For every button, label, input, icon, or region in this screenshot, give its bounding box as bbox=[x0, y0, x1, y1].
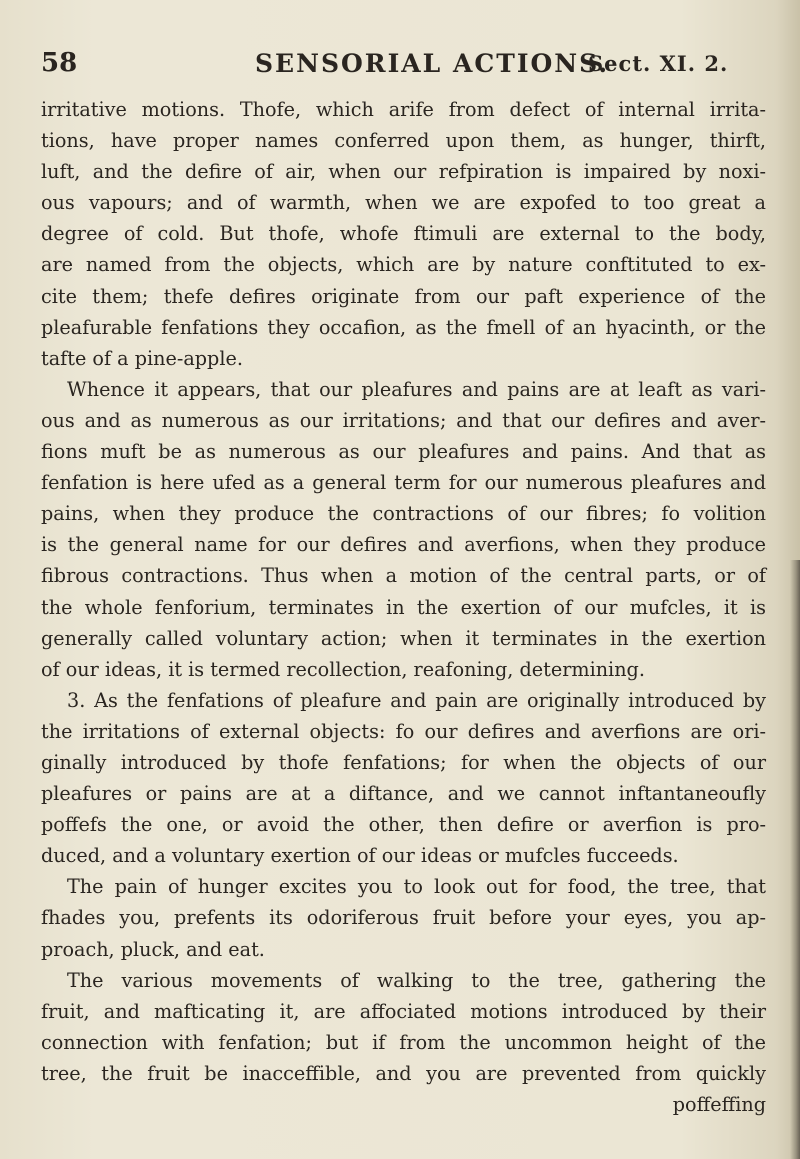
text-line: tree, the fruit be inacceffible, and you are prevented from quickly bbox=[41, 1061, 766, 1085]
text-line: fibrous contractions. Thus when a motion of the central parts, or of bbox=[41, 564, 766, 588]
text-line: degree of cold. But thofe, whofe ftimuli are external to the body, bbox=[41, 222, 766, 246]
text-line: is the general name for our defires and averfions, when they produce bbox=[41, 533, 766, 557]
text-line: fhades you, prefents its odoriferous fruit before your eyes, you ap- bbox=[41, 906, 766, 930]
text-line: The various movements of walking to the tree, gathering the bbox=[67, 968, 766, 992]
text-line: connection with fenfation; but if from the uncommon height of the bbox=[41, 1030, 766, 1054]
text-line: cite them; thefe defires originate from our paft experience of the bbox=[41, 284, 766, 308]
text-line: poffeffing bbox=[672, 1093, 766, 1116]
text-line: tions, have proper names conferred upon them, as hunger, thirft, bbox=[41, 129, 766, 153]
text-line: luft, and the defire of air, when our refpiration is impaired by noxi- bbox=[41, 160, 766, 184]
text-line: the irritations of external objects: fo our defires and averfions are ori- bbox=[41, 719, 766, 743]
page-edge-shadow bbox=[790, 560, 800, 1159]
text-line: of our ideas, it is termed recollection, reafoning, determining. bbox=[41, 657, 645, 681]
text-line: tafte of a pine-apple. bbox=[41, 346, 243, 370]
text-line: pleafurable fenfations they occafion, as the fmell of an hyacinth, or the bbox=[41, 315, 766, 339]
text-line: 3. As the fenfations of pleafure and pain are originally introduced by bbox=[67, 688, 766, 712]
text-line: fions muft be as numerous as our pleafures and pains. And that as bbox=[41, 440, 766, 464]
text-line: are named from the objects, which are by nature conftituted to ex- bbox=[41, 253, 766, 277]
running-title: SENSORIAL ACTIONS. bbox=[255, 49, 610, 78]
text-line: Whence it appears, that our pleafures and pains are at leaft as vari- bbox=[67, 377, 766, 401]
text-line: fenfation is here ufed as a general term for our numerous pleafures and bbox=[41, 471, 766, 495]
text-line: generally called voluntary action; when it terminates in the exertion bbox=[41, 626, 766, 650]
text-line: The pain of hunger excites you to look out for food, the tree, that bbox=[67, 875, 766, 899]
text-line: ous and as numerous as our irritations; and that our defires and aver- bbox=[41, 408, 766, 432]
section-reference: Sect. XI. 2. bbox=[588, 51, 729, 76]
text-line: proach, pluck, and eat. bbox=[41, 937, 265, 961]
text-line: pleafures or pains are at a diftance, and we cannot inftantaneoufly bbox=[41, 782, 766, 806]
text-line: duced, and a voluntary exertion of our ideas or mufcles fucceeds. bbox=[41, 844, 679, 868]
text-line: ginally introduced by thofe fenfations; for when the objects of our bbox=[41, 750, 766, 774]
page-number: 58 bbox=[41, 48, 78, 78]
text-line: ous vapours; and of warmth, when we are expofed to too great a bbox=[41, 191, 766, 215]
text-line: pains, when they produce the contractions of our fibres; fo volition bbox=[41, 502, 766, 526]
text-line: the whole fenforium, terminates in the exertion of our mufcles, it is bbox=[41, 595, 766, 619]
text-line: poffefs the one, or avoid the other, then defire or averfion is pro- bbox=[41, 813, 766, 837]
text-line: irritative motions. Thofe, which arife from defect of internal irrita- bbox=[41, 98, 766, 121]
page-header bbox=[41, 48, 771, 78]
text-line: fruit, and mafticating it, are affociated motions introduced by their bbox=[41, 999, 766, 1023]
body-text bbox=[41, 94, 766, 1120]
